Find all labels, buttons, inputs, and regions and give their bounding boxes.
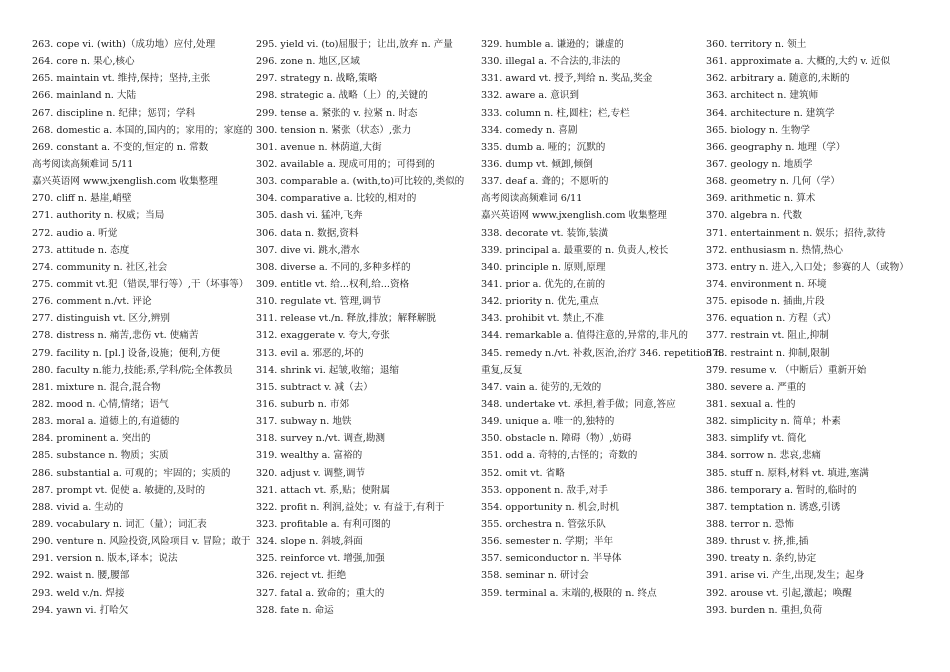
vocab-entry: 304. comparative a. 比较的,相对的 (256, 193, 417, 205)
vocab-entry: 367. geology n. 地质学 (706, 158, 813, 170)
vocab-entry: 319. wealthy a. 富裕的 (256, 450, 363, 462)
vocab-column-2 (256, 36, 472, 619)
vocab-entry: 289. vocabulary n. 词汇（量）；词汇表 (32, 518, 207, 530)
vocab-entry: 286. substantial a. 可观的；牢固的；实质的 (32, 467, 231, 479)
vocab-entry: 270. cliff n. 悬崖,峭壁 (32, 193, 132, 205)
vocab-entry: 282. mood n. 心情,情绪；语气 (32, 398, 169, 410)
vocab-entry: 369. arithmetic n. 算术 (706, 193, 816, 205)
vocab-entry: 359. terminal a. 末端的,极限的 n. 终点 (481, 587, 657, 599)
vocab-entry: 393. burden n. 重担,负荷 (706, 604, 823, 616)
vocab-entry: 311. release vt./n. 释放,排放；解释解脱 (256, 313, 437, 325)
vocab-entry: 373. entry n. 进入,入口处；参赛的人（或物） (706, 261, 909, 273)
vocab-entry: 309. entitle vt. 给...权利,给...资格 (256, 278, 410, 290)
vocab-entry: 276. comment n./vt. 评论 (32, 296, 152, 308)
vocab-entry: 355. orchestra n. 管弦乐队 (481, 518, 606, 530)
vocab-entry: 296. zone n. 地区,区域 (256, 56, 360, 68)
vocab-entry: 332. aware a. 意识到 (481, 90, 579, 102)
vocab-entry: 345. remedy n./vt. 补救,医治,治疗 346. repetition n. (481, 347, 725, 359)
vocab-entry: 301. avenue n. 林荫道,大街 (256, 141, 382, 153)
vocab-entry: 312. exaggerate v. 夸大,夸张 (256, 330, 390, 342)
vocab-entry: 361. approximate a. 大概的,大约 v. 近似 (706, 56, 891, 68)
vocab-entry: 325. reinforce vt. 增强,加强 (256, 553, 385, 565)
vocab-entry-continuation: 重复,反复 (481, 364, 523, 376)
vocab-entry: 308. diverse a. 不同的,多种多样的 (256, 261, 411, 273)
vocab-entry: 326. reject vt. 拒绝 (256, 570, 347, 582)
vocab-entry: 344. remarkable a. 值得注意的,异常的,非凡的 (481, 330, 688, 342)
vocab-entry: 374. environment n. 环境 (706, 278, 827, 290)
vocab-entry: 362. arbitrary a. 随意的,未断的 (706, 73, 850, 85)
vocab-entry: 363. architect n. 建筑师 (706, 90, 819, 102)
vocab-entry: 302. available a. 现成可用的；可得到的 (256, 158, 435, 170)
vocab-entry: 360. territory n. 领土 (706, 39, 807, 50)
vocab-entry: 334. comedy n. 喜剧 (481, 124, 578, 136)
vocab-entry: 379. resume v. （中断后）重新开始 (706, 364, 867, 376)
vocab-entry: 391. arise vi. 产生,出现,发生；起身 (706, 570, 865, 582)
vocab-entry: 306. data n. 数据,资料 (256, 227, 359, 239)
vocab-entry: 339. principal a. 最重要的 n. 负责人,校长 (481, 244, 669, 256)
vocab-entry: 336. dump vt. 倾卸,倾倒 (481, 158, 593, 170)
vocab-entry: 365. biology n. 生物学 (706, 124, 810, 136)
vocab-entry: 279. facility n. [pl.] 设备,设施；便利,方便 (32, 347, 221, 359)
vocab-entry: 284. prominent a. 突出的 (32, 433, 151, 445)
vocab-entry: 288. vivid a. 生动的 (32, 501, 124, 513)
vocab-entry: 385. stuff n. 原料,材料 vt. 填进,塞满 (706, 467, 869, 479)
vocab-entry: 263. cope vi. (with)（成功地）应付,处理 (32, 39, 216, 50)
vocab-entry: 352. omit vt. 省略 (481, 467, 565, 479)
vocab-entry: 330. illegal a. 不合法的,非法的 (481, 56, 621, 68)
vocab-entry: 318. survey n./vt. 调查,勘测 (256, 433, 385, 445)
vocab-entry: 275. commit vt.犯（错误,罪行等）,干（坏事等） (32, 278, 249, 290)
vocab-entry: 278. distress n. 痛苦,悲伤 vt. 使痛苦 (32, 330, 199, 342)
vocab-entry: 364. architecture n. 建筑学 (706, 107, 835, 119)
vocab-entry: 335. dumb a. 哑的；沉默的 (481, 141, 606, 153)
vocab-entry: 316. suburb n. 市郊 (256, 398, 350, 410)
vocab-entry: 317. subway n. 地铁 (256, 416, 352, 428)
vocab-entry: 382. simplicity n. 简单；朴素 (706, 416, 841, 428)
vocab-entry: 371. entertainment n. 娱乐；招待,款待 (706, 227, 886, 239)
vocab-entry: 376. equation n. 方程（式） (706, 313, 837, 325)
vocab-entry: 290. venture n. 风险投资,风险项目 v. 冒险；敢于 (32, 536, 251, 548)
vocab-entry: 347. vain a. 徒劳的,无效的 (481, 381, 602, 393)
vocab-entry: 313. evil a. 邪恶的,坏的 (256, 347, 364, 359)
vocab-entry: 315. subtract v. 减（去） (256, 381, 373, 393)
vocab-entry: 324. slope n. 斜坡,斜面 (256, 536, 363, 548)
vocab-entry: 341. prior a. 优先的,在前的 (481, 278, 606, 290)
vocab-entry: 266. mainland n. 大陆 (32, 90, 137, 102)
vocab-entry: 390. treaty n. 条约,协定 (706, 553, 817, 565)
vocab-entry: 294. yawn vi. 打哈欠 (32, 604, 129, 616)
vocab-entry: 377. restrain vt. 阻止,抑制 (706, 330, 829, 342)
vocab-entry: 320. adjust v. 调整,调节 (256, 467, 366, 479)
vocab-entry: 314. shrink vi. 起皱,收缩；退缩 (256, 364, 400, 376)
vocab-entry: 305. dash vi. 猛冲,飞奔 (256, 210, 363, 222)
vocab-entry: 378. restraint n. 抑制,限制 (706, 347, 830, 359)
vocab-entry: 353. opponent n. 敌手,对手 (481, 484, 608, 496)
vocab-entry: 389. thrust v. 挤,推,插 (706, 536, 809, 548)
vocab-entry: 356. semester n. 学期；半年 (481, 536, 614, 548)
vocab-column-1 (32, 36, 253, 619)
vocab-entry: 370. algebra n. 代数 (706, 210, 802, 222)
section-header: 高考阅读高频难词 5/11 (32, 158, 134, 170)
vocab-entry: 328. fate n. 命运 (256, 604, 334, 616)
vocab-entry: 383. simplify vt. 简化 (706, 433, 807, 445)
vocab-entry: 381. sexual a. 性的 (706, 398, 796, 410)
vocab-entry: 372. enthusiasm n. 热情,热心 (706, 244, 843, 256)
vocab-entry: 358. seminar n. 研讨会 (481, 570, 589, 582)
vocab-entry: 387. temptation n. 诱惑,引诱 (706, 501, 841, 513)
vocab-entry: 265. maintain vt. 维持,保持；坚持,主张 (32, 73, 211, 85)
vocab-entry: 386. temporary a. 暂时的,临时的 (706, 484, 857, 496)
vocab-entry: 343. prohibit vt. 禁止,不准 (481, 313, 605, 325)
vocab-entry: 264. core n. 果心,核心 (32, 56, 135, 68)
vocab-entry: 287. prompt vt. 促使 a. 敏捷的,及时的 (32, 484, 206, 496)
vocab-entry: 273. attitude n. 态度 (32, 244, 130, 256)
vocab-entry: 327. fatal a. 致命的；重大的 (256, 587, 385, 599)
vocab-entry: 350. obstacle n. 障碍（物）,妨碍 (481, 433, 632, 445)
vocab-entry: 303. comparable a. (with,to)可比较的,类似的 (256, 176, 465, 188)
vocab-entry: 351. odd a. 奇特的,古怪的；奇数的 (481, 450, 638, 462)
vocab-entry: 295. yield vi. (to)屈服于；让出,放弃 n. 产量 (256, 39, 453, 50)
vocab-entry: 268. domestic a. 本国的,国内的；家用的；家庭的 (32, 124, 253, 136)
vocab-entry: 323. profitable a. 有利可图的 (256, 518, 391, 530)
source-credit: 嘉兴英语网 www.jxenglish.com 收集整理 (481, 210, 667, 222)
vocab-entry: 274. community n. 社区,社会 (32, 261, 168, 273)
vocab-entry: 392. arouse vt. 引起,激起；唤醒 (706, 587, 852, 599)
vocab-entry: 269. constant a. 不变的,恒定的 n. 常数 (32, 141, 209, 153)
vocab-entry: 348. undertake vt. 承担,着手做；同意,答应 (481, 398, 676, 410)
vocab-entry: 298. strategic a. 战略（上）的,关键的 (256, 90, 428, 102)
vocab-entry: 267. discipline n. 纪律；惩罚；学科 (32, 107, 196, 119)
source-credit: 嘉兴英语网 www.jxenglish.com 收集整理 (32, 176, 218, 188)
vocab-entry: 300. tension n. 紧张（状态）,张力 (256, 124, 412, 136)
vocab-entry: 307. dive vi. 跳水,潜水 (256, 244, 360, 256)
vocab-entry: 322. profit n. 利润,益处；v. 有益于,有利于 (256, 501, 445, 513)
vocab-entry: 357. semiconductor n. 半导体 (481, 553, 622, 565)
vocab-column-4 (706, 36, 920, 619)
vocab-entry: 293. weld v./n. 焊接 (32, 587, 125, 599)
vocab-entry: 338. decorate vt. 装饰,装潢 (481, 227, 609, 239)
vocab-entry: 321. attach vt. 系,贴；使附属 (256, 484, 391, 496)
vocab-entry: 333. column n. 柱,圆柱；栏,专栏 (481, 107, 630, 119)
vocab-entry: 272. audio a. 听觉 (32, 227, 118, 239)
vocab-entry: 337. deaf a. 聋的；不愿听的 (481, 176, 609, 188)
vocab-entry: 291. version n. 版本,译本；说法 (32, 553, 178, 565)
vocab-entry: 366. geography n. 地理（学） (706, 141, 846, 153)
section-header: 高考阅读高频难词 6/11 (481, 193, 583, 205)
vocab-entry: 354. opportunity n. 机会,时机 (481, 501, 620, 513)
vocab-column-3 (481, 36, 725, 602)
vocab-entry: 277. distinguish vt. 区分,辨别 (32, 313, 170, 325)
vocab-entry: 271. authority n. 权威；当局 (32, 210, 165, 222)
vocab-entry: 281. mixture n. 混合,混合物 (32, 381, 161, 393)
vocab-entry: 292. waist n. 腰,腰部 (32, 570, 130, 582)
vocab-entry: 388. terror n. 恐怖 (706, 518, 794, 530)
vocab-entry: 280. faculty n.能力,技能;系,学科/院;全体教员 (32, 364, 233, 376)
vocab-entry: 349. unique a. 唯一的,独特的 (481, 416, 615, 428)
vocab-entry: 329. humble a. 谦逊的；谦虚的 (481, 39, 624, 50)
vocab-entry: 342. priority n. 优先,重点 (481, 296, 599, 308)
vocab-entry: 384. sorrow n. 悲哀,悲痛 (706, 450, 822, 462)
vocab-entry: 331. award vt. 授予,判给 n. 奖品,奖金 (481, 73, 653, 85)
vocab-entry: 297. strategy n. 战略,策略 (256, 73, 378, 85)
vocab-entry: 340. principle n. 原则,原理 (481, 261, 606, 273)
vocab-entry: 283. moral a. 道德上的,有道德的 (32, 416, 180, 428)
vocab-entry: 299. tense a. 紧张的 v. 拉紧 n. 时态 (256, 107, 418, 119)
vocab-entry: 368. geometry n. 几何（学） (706, 176, 840, 188)
vocab-entry: 380. severe a. 严重的 (706, 381, 807, 393)
vocab-entry: 375. episode n. 插曲,片段 (706, 296, 825, 308)
vocab-entry: 310. regulate vt. 管理,调节 (256, 296, 382, 308)
vocab-entry: 285. substance n. 物质；实质 (32, 450, 169, 462)
